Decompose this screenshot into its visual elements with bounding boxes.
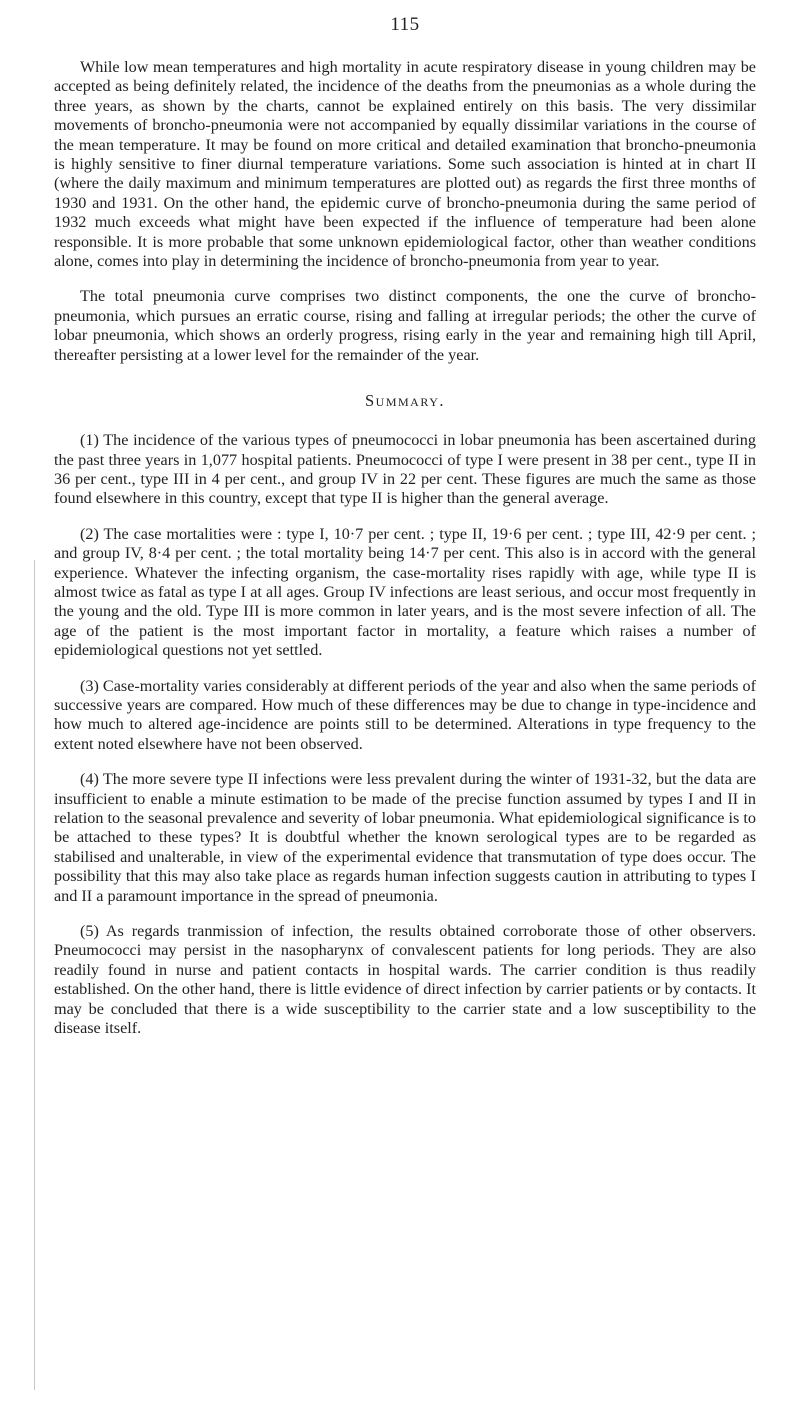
body-paragraph: While low mean temperatures and high mortality in acute respiratory disease in young children may be accepted as being definitely related, the incidence of the deaths from the pneumonias as a whole during the three years, as shown by the charts, cannot be explained entirely on this basis. The very dissimilar movements of broncho-pneumonia were not accompanied by equally dissimilar variations in the course of the mean temperature. It may be found on more critical and detailed examination that broncho-pneumonia is highly sensitive to finer diurnal temperature variations. Some such association is hinted at in chart II (where the daily maximum and minimum temperatures are plotted out) as regards the first three months of 1930 and 1931. On the other hand, the epidemic curve of broncho-pneumonia during the same period of 1932 much exceeds what might have been expected if the influence of temperature had been alone responsible. It is more probable that some unknown epidemiological factor, other than weather conditions alone, comes into play in determining the incidence of broncho-pneumonia from year to year. — [54, 58, 756, 271]
summary-item: (2) The case mortalities were : type I, 10·7 per cent. ; type II, 19·6 per cent. ; type III, 42·9 per cent. ; and group IV, 8·4 per cent. ; the total mortality being 14·7 per cent. This also is in accord with the general experience. Whatever the infecting organism, the case-mortality rises rapidly with age, while type II is almost twice as fatal as type I at all ages. Group IV infections are least serious, and occur most frequently in the young and the old. Type III is more common in later years, and is the most severe infection of all. The age of the patient is the most important factor in mortality, a feature which raises a number of epidemiological questions not yet settled. — [54, 524, 756, 660]
summary-item: (5) As regards tranmission of infection, the results obtained corroborate those of other observers. Pneumococci may persist in the nasopharynx of convalescent patients for long periods. They are also readily found in nurse and patient contacts in hospital wards. The carrier condition is thus readily established. On the other hand, there is little evidence of direct infection by carrier patients or by contacts. It may be concluded that there is a wide susceptibility to the carrier state and a low susceptibility to the disease itself. — [54, 922, 756, 1038]
summary-item: (4) The more severe type II infections were less prevalent during the winter of 1931-32, but the data are insufficient to enable a minute estimation to be made of the precise function assumed by types I and II in relation to the seasonal prevalence and severity of lobar pneumonia. What epidemiological significance is to be attached to these types? It is doubtful whether the known serological types are to be regarded as stabilised and unalterable, in view of the experimental evidence that transmutation of type does occur. The possibility that this may also take place as regards human infection suggests caution in attributing to types I and II a paramount importance in the spread of pneumonia. — [54, 770, 756, 905]
body-paragraph: The total pneumonia curve comprises two distinct components, the one the curve of broncho-pneumonia, which pursues an erratic course, rising and falling at irregular periods; the other the curve of lobar pneumonia, which shows an orderly progress, rising early in the year and remaining high till April, thereafter persisting at a lower level for the remainder of the year. — [54, 287, 756, 364]
summary-heading: Summary. — [365, 391, 445, 411]
page-number: 115 — [390, 14, 420, 35]
summary-item: (3) Case-mortality varies considerably at different periods of the year and also when the same periods of successive years are compared. How much of these differences may be due to change in type-incidence and how much to altered age-incidence are points still to be determined. Alterations in type frequency to the extent noted elsewhere have not been observed. — [54, 676, 756, 753]
scan-edge-line — [34, 560, 35, 1390]
summary-item: (1) The incidence of the various types of pneumococci in lobar pneumonia has been ascertained during the past three years in 1,077 hospital patients. Pneumococci of type I were present in 38 per cent., type II in 36 per cent., type III in 4 per cent., and group IV in 22 per cent. These figures are much the same as those found elsewhere in this country, except that type II is higher than the general average. — [54, 431, 756, 508]
